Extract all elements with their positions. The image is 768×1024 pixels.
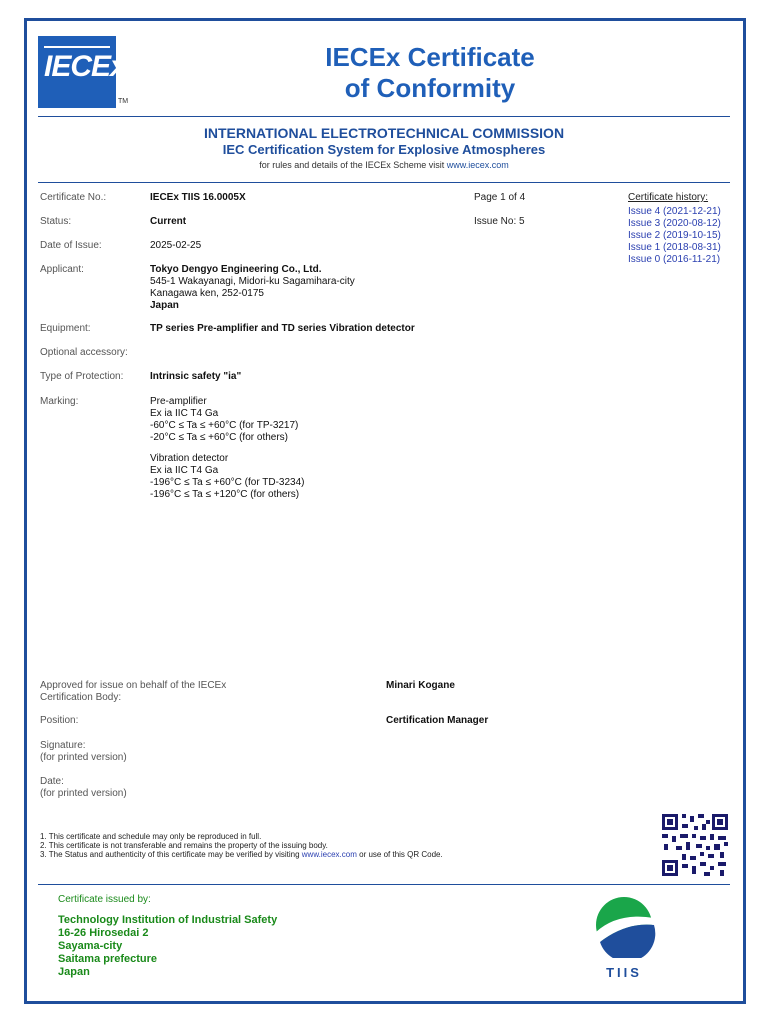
divider (38, 116, 730, 117)
system-name: IEC Certification System for Explosive Atmospheres (222, 142, 546, 157)
history-item[interactable]: Issue 0 (2016-11-21) (628, 254, 721, 265)
equipment-label: Equipment: (40, 323, 91, 334)
type-of-protection: Intrinsic safety "ia" (150, 371, 242, 382)
applicant: Tokyo Dengyo Engineering Co., Ltd. 545-1 Wakayanagi, Midori-ku Sagamihara-city Kanagawa ken, 252-0175 Japan (150, 264, 355, 311)
status-value: Current (150, 216, 187, 227)
marking-vibration-detector: Vibration detector Ex ia IIC T4 Ga -196°C ≤ Ta ≤ +60°C (for TD-3234) -196°C ≤ Ta ≤ +120°C (for others) (150, 453, 305, 500)
iecex-link[interactable]: www.iecex.com (301, 850, 357, 859)
approver-name: Minari Kogane (386, 680, 455, 691)
history-item[interactable]: Issue 1 (2018-08-31) (628, 242, 721, 253)
tiis-emblem-icon (588, 892, 660, 958)
marking-label: Marking: (40, 396, 79, 407)
issuer-address: Technology Institution of Industrial Safety 16-26 Hirosedai 2 Sayama-city Saitama prefecture Japan (58, 914, 278, 978)
org-name: INTERNATIONAL ELECTROTECHNICAL COMMISSION (203, 125, 565, 141)
trademark-mark: TM (118, 98, 129, 105)
rules-note: for rules and details of the IECEx Scheme visit www.iecex.com (259, 160, 509, 170)
page-title: IECEx Certificate of Conformity (325, 42, 535, 103)
issue-no: Issue No: 5 (474, 216, 525, 227)
divider (38, 182, 730, 183)
issued-by-label: Certificate issued by: (58, 894, 151, 905)
date-label: Date: (for printed version) (40, 776, 127, 799)
iecex-link[interactable]: www.iecex.com (446, 160, 509, 170)
position-value: Certification Manager (386, 715, 489, 726)
certificate-history-title: Certificate history: (628, 192, 709, 203)
qr-code-icon[interactable] (660, 812, 730, 878)
iecex-logo: IECEx (38, 36, 116, 108)
optional-accessory-label: Optional accessory: (40, 347, 128, 358)
tiis-logo (588, 892, 660, 980)
approved-label: Approved for issue on behalf of the IECEx Certification Body: (40, 680, 227, 703)
page-indicator: Page 1 of 4 (474, 192, 526, 203)
history-item[interactable]: Issue 4 (2021-12-21) (628, 206, 721, 217)
applicant-label: Applicant: (40, 264, 84, 275)
date-of-issue-label: Date of Issue: (40, 240, 102, 251)
history-item[interactable]: Issue 3 (2020-08-12) (628, 218, 721, 229)
certificate-no: IECEx TIIS 16.0005X (150, 192, 246, 203)
divider (38, 884, 730, 885)
certificate-history (628, 206, 721, 266)
status-label: Status: (40, 216, 72, 227)
signature-label: Signature: (for printed version) (40, 740, 127, 763)
equipment: TP series Pre-amplifier and TD series Vibration detector (150, 323, 415, 334)
position-label: Position: (40, 715, 79, 726)
type-of-protection-label: Type of Protection: (40, 371, 124, 382)
tiis-logo-text: TIIS (606, 965, 642, 980)
history-item[interactable]: Issue 2 (2019-10-15) (628, 230, 721, 241)
marking-pre-amplifier: Pre-amplifier Ex ia IIC T4 Ga -60°C ≤ Ta ≤ +60°C (for TP-3217) -20°C ≤ Ta ≤ +60°C (for others) (150, 396, 299, 443)
date-of-issue: 2025-02-25 (150, 240, 202, 251)
notes: 1. This certificate and schedule may only be reproduced in full. 2. This certificate is not transferable and remains the property of the issuing body. 3. The Status and authenticity of this certificate may be verified by visiting www.iecex.com or use of this QR Code. (40, 832, 443, 859)
certificate-no-label: Certificate No.: (40, 192, 107, 203)
